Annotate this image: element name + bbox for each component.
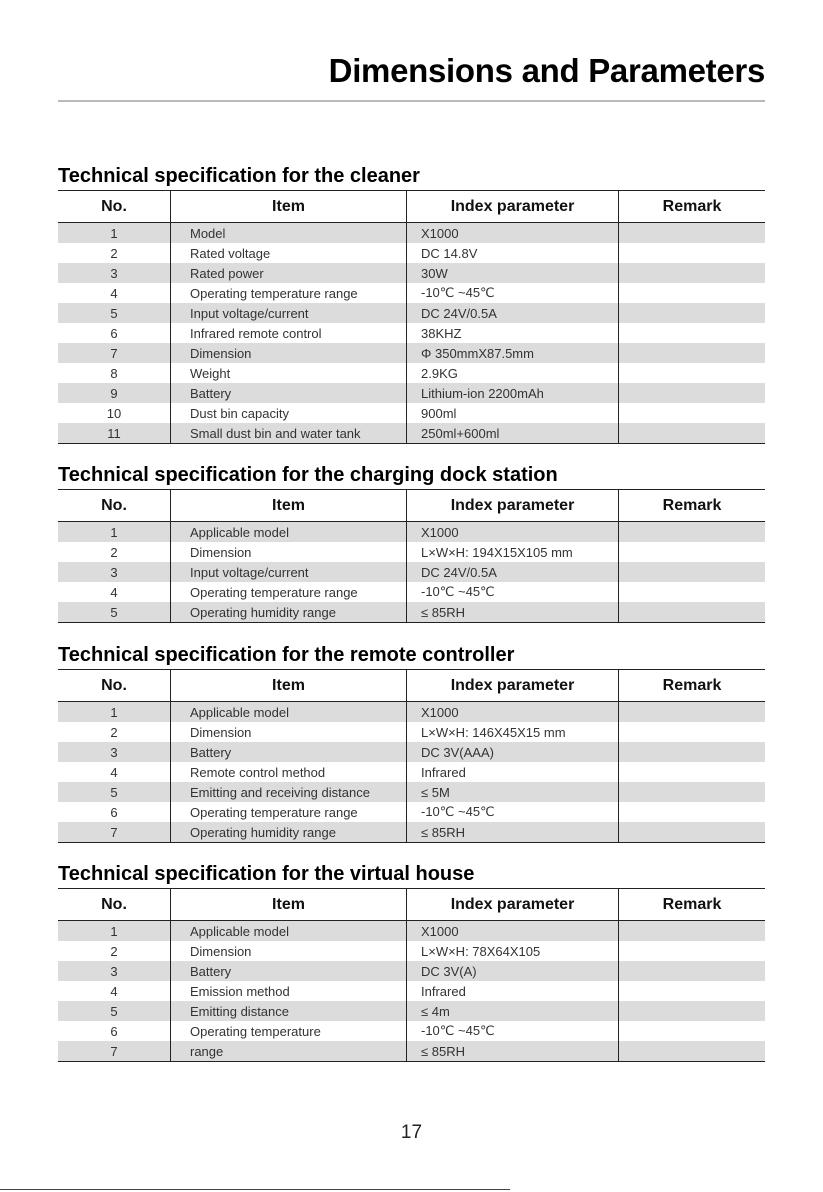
table-row [58, 921, 765, 941]
column-header-remark: Remark [618, 191, 765, 222]
cell-item: Dimension [170, 722, 406, 742]
cell-no: 5 [110, 604, 118, 620]
cell-index: DC 24V/0.5A [406, 303, 618, 323]
cell-no: 1 [110, 225, 118, 241]
cell-index: 900ml [406, 403, 618, 423]
cell-index: X1000 [406, 921, 618, 941]
cell-remark [618, 403, 765, 423]
column-header-item: Item [170, 670, 406, 701]
cell-index: DC 14.8V [406, 243, 618, 263]
table-row [58, 522, 765, 542]
cell-remark [618, 263, 765, 283]
cell-item: Small dust bin and water tank [170, 423, 406, 443]
cell-remark [618, 921, 765, 941]
cell-remark [618, 363, 765, 383]
column-header-remark: Remark [618, 889, 765, 920]
cell-index: ≤ 85RH [406, 1041, 618, 1061]
cell-item: Operating humidity range [170, 822, 406, 842]
cell-index: Φ 350mmX87.5mm [406, 343, 618, 363]
table-row [58, 582, 765, 602]
cell-index: L×W×H: 78X64X105 [406, 941, 618, 961]
cell-index: X1000 [406, 702, 618, 722]
cell-index: -10℃ ~45℃ [406, 283, 618, 303]
cell-remark [618, 822, 765, 842]
table-row [58, 602, 765, 622]
table-title: Technical specification for the remote controller [58, 644, 515, 666]
cell-no: 2 [110, 544, 118, 560]
cell-remark [618, 303, 765, 323]
cell-item: Rated voltage [170, 243, 406, 263]
table-body [58, 921, 765, 1061]
cell-index: ≤ 5M [406, 782, 618, 802]
table-body [58, 522, 765, 622]
cell-item: Operating temperature range [170, 283, 406, 303]
table-header [58, 889, 765, 921]
cell-index: -10℃ ~45℃ [406, 802, 618, 822]
cell-no: 2 [110, 724, 118, 740]
table-row [58, 403, 765, 423]
table-row [58, 802, 765, 822]
column-header-no: No. [101, 895, 127, 913]
cell-index: X1000 [406, 522, 618, 542]
table-row [58, 562, 765, 582]
table-row [58, 1001, 765, 1021]
table-title: Technical specification for the virtual house [58, 863, 475, 885]
cell-remark [618, 941, 765, 961]
table-row [58, 1041, 765, 1061]
table-row [58, 343, 765, 363]
cell-no: 6 [110, 325, 118, 341]
table-row [58, 383, 765, 403]
cell-index: ≤ 85RH [406, 822, 618, 842]
cell-item: Infrared remote control [170, 323, 406, 343]
column-header-item: Item [170, 889, 406, 920]
column-header-remark: Remark [618, 490, 765, 521]
column-header-no: No. [101, 197, 127, 215]
table-header [58, 670, 765, 702]
cell-remark [618, 602, 765, 622]
cell-remark [618, 522, 765, 542]
cell-remark [618, 1041, 765, 1061]
cell-index: ≤ 4m [406, 1001, 618, 1021]
cell-no: 2 [110, 943, 118, 959]
cell-index: Infrared [406, 762, 618, 782]
cell-item: Battery [170, 961, 406, 981]
spec-table [58, 860, 765, 1062]
cell-remark [618, 562, 765, 582]
cell-index: -10℃ ~45℃ [406, 1021, 618, 1041]
cell-no: 6 [110, 1023, 118, 1039]
cell-no: 8 [110, 365, 118, 381]
cell-no: 5 [110, 305, 118, 321]
cell-remark [618, 323, 765, 343]
table-header [58, 490, 765, 522]
cell-no: 3 [110, 744, 118, 760]
cell-remark [618, 782, 765, 802]
cell-index: -10℃ ~45℃ [406, 582, 618, 602]
table-row [58, 223, 765, 243]
cell-no: 5 [110, 1003, 118, 1019]
table-row [58, 303, 765, 323]
cell-no: 5 [110, 784, 118, 800]
spec-grid [58, 190, 765, 444]
table-row [58, 542, 765, 562]
cell-item: range [170, 1041, 406, 1061]
cell-index: L×W×H: 194X15X105 mm [406, 542, 618, 562]
cell-no: 4 [110, 285, 118, 301]
cell-no: 1 [110, 704, 118, 720]
table-row [58, 722, 765, 742]
cell-remark [618, 1001, 765, 1021]
cell-item: Battery [170, 742, 406, 762]
table-row [58, 323, 765, 343]
cell-item: Input voltage/current [170, 562, 406, 582]
cell-index: Lithium-ion 2200mAh [406, 383, 618, 403]
spec-grid [58, 669, 765, 843]
cell-no: 2 [110, 245, 118, 261]
cell-index: DC 24V/0.5A [406, 562, 618, 582]
cell-item: Applicable model [170, 522, 406, 542]
cell-item: Operating humidity range [170, 602, 406, 622]
table-row [58, 762, 765, 782]
page-title: Dimensions and Parameters [328, 52, 765, 89]
cell-item: Emission method [170, 981, 406, 1001]
column-header-item: Item [170, 490, 406, 521]
cell-item: Remote control method [170, 762, 406, 782]
spec-grid [58, 888, 765, 1062]
table-body [58, 223, 765, 443]
cell-index: 2.9KG [406, 363, 618, 383]
cell-item: Input voltage/current [170, 303, 406, 323]
cell-item: Emitting distance [170, 1001, 406, 1021]
cell-item: Battery [170, 383, 406, 403]
table-row [58, 363, 765, 383]
column-header-remark: Remark [618, 670, 765, 701]
cell-no: 7 [110, 824, 118, 840]
cell-remark [618, 223, 765, 243]
cell-item: Rated power [170, 263, 406, 283]
cell-remark [618, 582, 765, 602]
column-header-item: Item [170, 191, 406, 222]
cell-index: 38KHZ [406, 323, 618, 343]
cell-item: Weight [170, 363, 406, 383]
column-header-index: Index parameter [406, 490, 618, 521]
column-header-index: Index parameter [406, 889, 618, 920]
table-row [58, 981, 765, 1001]
column-header-index: Index parameter [406, 191, 618, 222]
cell-no: 6 [110, 804, 118, 820]
table-title: Technical specification for the charging dock station [58, 464, 558, 486]
cell-index: Infrared [406, 981, 618, 1001]
spec-table [58, 461, 765, 623]
cell-remark [618, 702, 765, 722]
cell-no: 1 [110, 524, 118, 540]
cell-remark [618, 383, 765, 403]
column-header-no: No. [101, 676, 127, 694]
table-row [58, 742, 765, 762]
cell-index: X1000 [406, 223, 618, 243]
cell-item: Applicable model [170, 921, 406, 941]
table-row [58, 423, 765, 443]
cell-item: Applicable model [170, 702, 406, 722]
cell-item: Model [170, 223, 406, 243]
cell-index: ≤ 85RH [406, 602, 618, 622]
page-number: 17 [400, 1122, 423, 1143]
cell-item: Emitting and receiving distance [170, 782, 406, 802]
bottom-divider [0, 1189, 510, 1190]
spec-grid [58, 489, 765, 623]
column-header-index: Index parameter [406, 670, 618, 701]
table-row [58, 961, 765, 981]
table-row [58, 283, 765, 303]
cell-item: Operating temperature [170, 1021, 406, 1041]
table-row [58, 941, 765, 961]
cell-remark [618, 802, 765, 822]
cell-remark [618, 243, 765, 263]
cell-item: Operating temperature range [170, 802, 406, 822]
cell-item: Operating temperature range [170, 582, 406, 602]
cell-no: 4 [110, 983, 118, 999]
cell-index: 250ml+600ml [406, 423, 618, 443]
table-row [58, 702, 765, 722]
cell-no: 7 [110, 1043, 118, 1059]
cell-item: Dust bin capacity [170, 403, 406, 423]
cell-no: 9 [110, 385, 118, 401]
cell-no: 3 [110, 265, 118, 281]
table-row [58, 782, 765, 802]
table-row [58, 243, 765, 263]
cell-remark [618, 762, 765, 782]
cell-index: DC 3V(A) [406, 961, 618, 981]
cell-remark [618, 722, 765, 742]
table-header [58, 191, 765, 223]
cell-no: 10 [106, 405, 122, 421]
cell-no: 1 [110, 923, 118, 939]
cell-item: Dimension [170, 542, 406, 562]
title-divider [58, 100, 765, 102]
cell-remark [618, 742, 765, 762]
cell-index: 30W [406, 263, 618, 283]
table-title: Technical specification for the cleaner [58, 165, 420, 187]
cell-no: 3 [110, 564, 118, 580]
table-body [58, 702, 765, 842]
cell-no: 7 [110, 345, 118, 361]
spec-table [58, 641, 765, 843]
cell-index: DC 3V(AAA) [406, 742, 618, 762]
cell-no: 4 [110, 764, 118, 780]
cell-remark [618, 283, 765, 303]
cell-remark [618, 1021, 765, 1041]
cell-item: Dimension [170, 343, 406, 363]
table-row [58, 1021, 765, 1041]
column-header-no: No. [101, 496, 127, 514]
cell-remark [618, 542, 765, 562]
table-row [58, 263, 765, 283]
cell-no: 11 [107, 425, 121, 441]
cell-item: Dimension [170, 941, 406, 961]
cell-remark [618, 423, 765, 443]
cell-remark [618, 981, 765, 1001]
cell-remark [618, 961, 765, 981]
cell-no: 4 [110, 584, 118, 600]
cell-no: 3 [110, 963, 118, 979]
table-row [58, 822, 765, 842]
cell-index: L×W×H: 146X45X15 mm [406, 722, 618, 742]
spec-table [58, 162, 765, 444]
cell-remark [618, 343, 765, 363]
